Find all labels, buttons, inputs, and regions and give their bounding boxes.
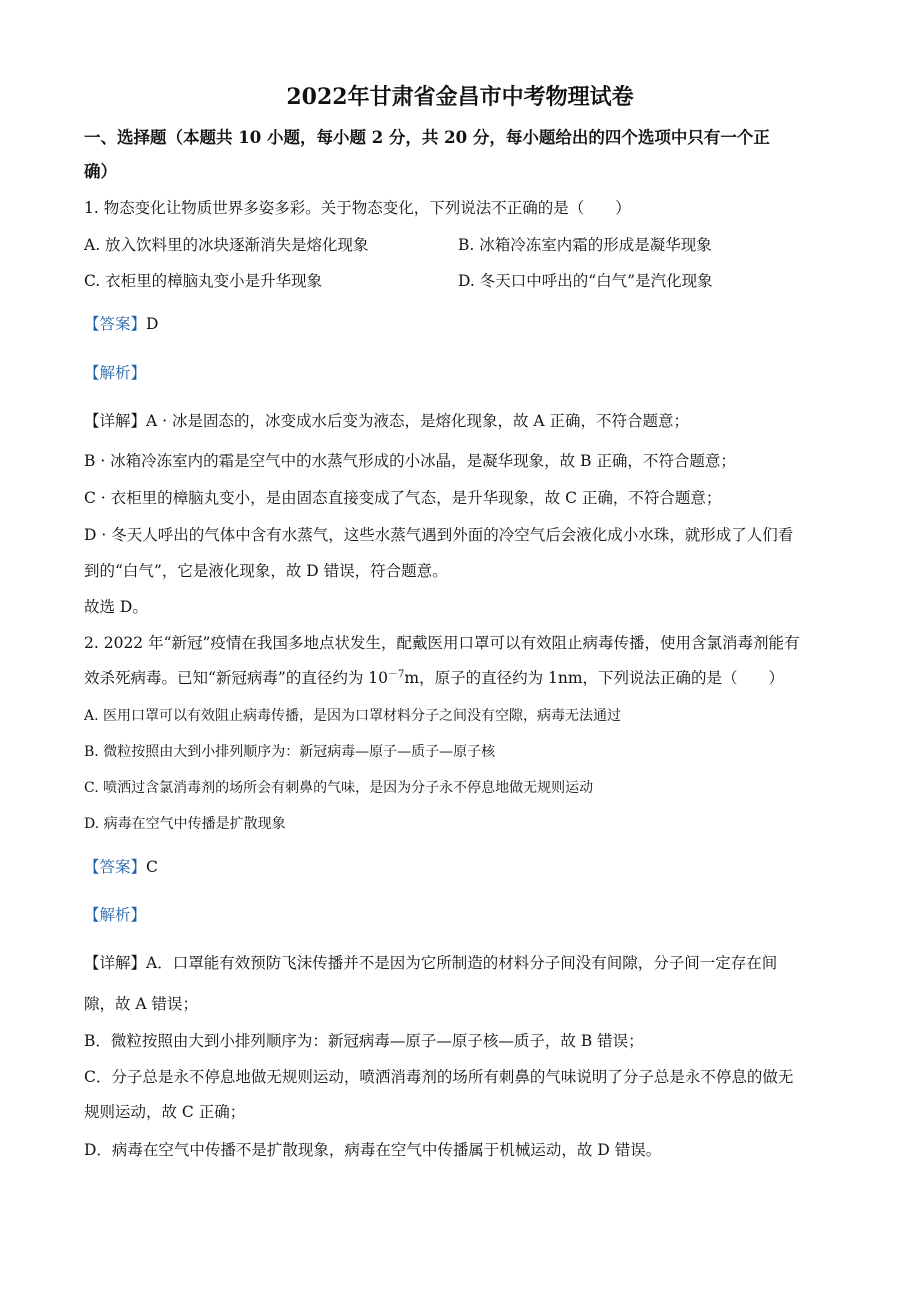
q1-detail-c: C · 衣柜里的樟脑丸变小，是由固态直接变成了气态，是升华现象，故 C 正确，不符合题意； [84, 489, 722, 507]
q2-option-b: B. 微粒按照由大到小排列顺序为：新冠病毒—原子—质子—原子核 [84, 744, 496, 760]
detail-tag: 【详解】 [84, 412, 147, 430]
q2-detail-d: D．病毒在空气中传播不是扩散现象，病毒在空气中传播属于机械运动，故 D 错误。 [84, 1141, 662, 1159]
q2-exponent: －7 [388, 669, 405, 680]
q2-stem-part1: 效杀死病毒。已知“新冠病毒”的直径约为 10 [84, 669, 388, 687]
q2-detail-a-text: A．口罩能有效预防飞沫传播并不是因为它所制造的材料分子间没有间隙，分子间一定存在间 [146, 954, 778, 972]
q2-analysis-tag: 【解析】 [84, 906, 147, 924]
section-heading-line2: 确） [84, 162, 117, 181]
q2-detail-c-line1: C．分子总是永不停息地做无规则运动，喷洒消毒剂的场所有刺鼻的气味说明了分子总是永不停息的做无 [84, 1068, 794, 1086]
page-title: 2022年甘肃省金昌市中考物理试卷 [286, 84, 634, 110]
q1-option-a: A. 放入饮料里的冰块逐渐消失是熔化现象 [84, 236, 369, 254]
q2-stem-line2 [84, 667, 784, 692]
q1-answer: D [146, 315, 159, 333]
q1-detail-a [84, 410, 689, 432]
q1-detail-d-line1: D · 冬天人呼出的气体中含有水蒸气，这些水蒸气遇到外面的冷空气后会液化成小水珠，就形成了人们看 [84, 526, 794, 544]
q1-detail-b: B · 冰箱冷冻室内的霜是空气中的水蒸气形成的小冰晶，是凝华现象，故 B 正确，不符合题意； [84, 452, 736, 470]
q2-answer-line [84, 856, 158, 878]
detail-tag: 【详解】 [84, 954, 147, 972]
answer-tag: 【答案】 [84, 315, 147, 333]
q1-detail-d-line2: 到的“白气”，它是液化现象，故 D 错误，符合题意。 [84, 562, 448, 580]
answer-tag: 【答案】 [84, 858, 147, 876]
q1-option-d: D. 冬天口中呼出的“白气”是汽化现象 [458, 272, 713, 290]
q1-option-b: B. 冰箱冷冻室内霜的形成是凝华现象 [458, 236, 712, 254]
q1-option-c: C. 衣柜里的樟脑丸变小是升华现象 [84, 272, 323, 290]
q2-detail-c-line2: 规则运动，故 C 正确； [84, 1103, 246, 1121]
q2-detail-a-line1 [84, 952, 777, 974]
q2-option-a: A. 医用口罩可以有效阻止病毒传播，是因为口罩材料分子之间没有空隙，病毒无法通过 [84, 708, 622, 724]
q1-detail-a-text: A · 冰是固态的，冰变成水后变为液态，是熔化现象，故 A 正确，不符合题意； [146, 412, 690, 430]
q2-detail-a-line2: 隙，故 A 错误； [84, 995, 199, 1013]
q1-answer-line [84, 313, 158, 335]
q2-detail-b: B．微粒按照由大到小排列顺序为：新冠病毒—原子—原子核—质子，故 B 错误； [84, 1032, 644, 1050]
q2-option-c: C. 喷洒过含氯消毒剂的场所会有刺鼻的气味，是因为分子永不停息地做无规则运动 [84, 780, 594, 796]
q2-answer: C [146, 858, 158, 876]
q1-stem: 1. 物态变化让物质世界多姿多彩。关于物态变化，下列说法不正确的是（ ） [84, 199, 631, 217]
q2-option-d: D. 病毒在空气中传播是扩散现象 [84, 816, 286, 832]
q2-stem-part2: m，原子的直径约为 1nm，下列说法正确的是（ ） [404, 669, 785, 687]
q2-stem-line1: 2. 2022 年“新冠”疫情在我国多地点状发生，配戴医用口罩可以有效阻止病毒传播，使用含氯消毒剂能有 [84, 634, 800, 652]
q1-analysis-tag: 【解析】 [84, 364, 147, 382]
q1-conclusion: 故选 D。 [84, 598, 148, 616]
section-heading-line1: 一、选择题（本题共 10 小题，每小题 2 分，共 20 分，每小题给出的四个选项中只有一个正 [84, 128, 770, 147]
